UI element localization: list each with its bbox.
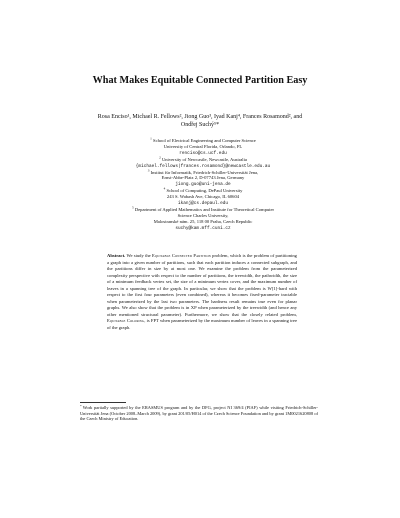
affiliation-number: 4 — [163, 186, 166, 191]
affiliation-line: School of Electrical Engineering and Computer Science — [153, 138, 256, 143]
problem-name: Equitable Coloring — [107, 318, 145, 323]
affiliation-2 — [85, 157, 321, 170]
affiliation-number: 1 — [150, 136, 152, 141]
affiliation-line: Department of Applied Mathematics and Institute for Theoretical Computer — [134, 206, 275, 212]
affiliation-line: Ernst-Abbe-Platz 2, D-07743 Jena, Germany — [161, 175, 245, 181]
affiliation-email: ikanj@cs.depaul.edu — [177, 201, 229, 207]
affiliation-line: Malostranské nám. 25, 118 00 Praha, Czech Republic — [153, 218, 253, 224]
affiliation-line: University of Newcastle, Newcastle, Australia — [161, 156, 247, 162]
affiliation-line: Science Charles University, — [177, 212, 229, 218]
affiliation-number: 5 — [131, 205, 134, 210]
footnote-rule — [80, 402, 126, 403]
affiliation-list — [85, 138, 321, 232]
affiliation-line: School of Computing, DePaul University — [166, 188, 243, 194]
affiliation-email: jiong.guo@uni-jena.de — [175, 182, 231, 188]
affiliation-email: renciso@cs.ucf.edu — [179, 150, 227, 156]
problem-name: Equitable Connected Partition — [152, 253, 211, 258]
footnote-text: Work partially supported by the ERASMUS program and by the DFG, project NI 369/4 (PIAF) while visiting Friedrich-Schiller-Universität Jena (October 2008–March 2009), by grant 201/05/H014 of the Czech Science Foundation and by grant 1M0021620808 of the Czech Ministry of Education. — [80, 405, 318, 422]
paper-title: What Makes Equitable Connected Partition Easy — [92, 75, 308, 86]
affiliation-5 — [85, 207, 321, 232]
affiliation-number: 2 — [159, 155, 161, 160]
abstract-text: We study the — [126, 253, 151, 258]
affiliation-line: Institut für Informatik, Friedrich-Schiller-Universität Jena, — [150, 169, 259, 175]
author-list: Rosa Enciso¹, Michael R. Fellows², Jiong Guo³, Iyad Kanj⁴, Frances Rosamond², and Ondřej Suchý⁵* — [97, 114, 303, 128]
affiliation-email: {michael.fellows|frances.rosamond}@newcastle.edu.au — [135, 163, 271, 169]
abstract — [107, 253, 297, 331]
affiliation-email: suchy@kam.mff.cuni.cz — [175, 225, 231, 231]
abstract-label: Abstract. — [107, 253, 126, 258]
footnote — [80, 405, 318, 422]
affiliation-number: 3 — [147, 168, 150, 172]
abstract-text: problem, which is the problem of partitioning a graph into a given number of partitions, such that each partition induces a connected subgraph, and the partitions differ in size by at most one. We examine the problem from the parameterized complexity perspective with respect to the number of partitions, the treewidth, the pathwidth, the size of a minimum feedback vertex set, the size of a minimum vertex cover, and the maximum number of leaves in a spanning tree of the graph. In particular, we show that the problem is W[1]-hard with respect to the first four parameters (even combined), whereas it becomes fixed-parameter tractable when parameterized by the last two parameters. The hardness result remains true even for planar graphs. We also show that the problem is in XP when parameterized by the treewidth (and hence any other mentioned structural parameter). Furthermore, we show that the closely related problem, — [107, 253, 297, 317]
affiliation-3 — [85, 170, 321, 189]
abstract-text: , is FPT when parameterized by the maximum number of leaves in a spanning tree of the graph. — [107, 318, 298, 330]
affiliation-line: University of Central Florida, Orlando, FL — [163, 143, 243, 149]
affiliation-line: 243 S. Wabash Ave, Chicago, IL 60604 — [166, 194, 240, 200]
footnote-marker: * — [80, 403, 82, 408]
